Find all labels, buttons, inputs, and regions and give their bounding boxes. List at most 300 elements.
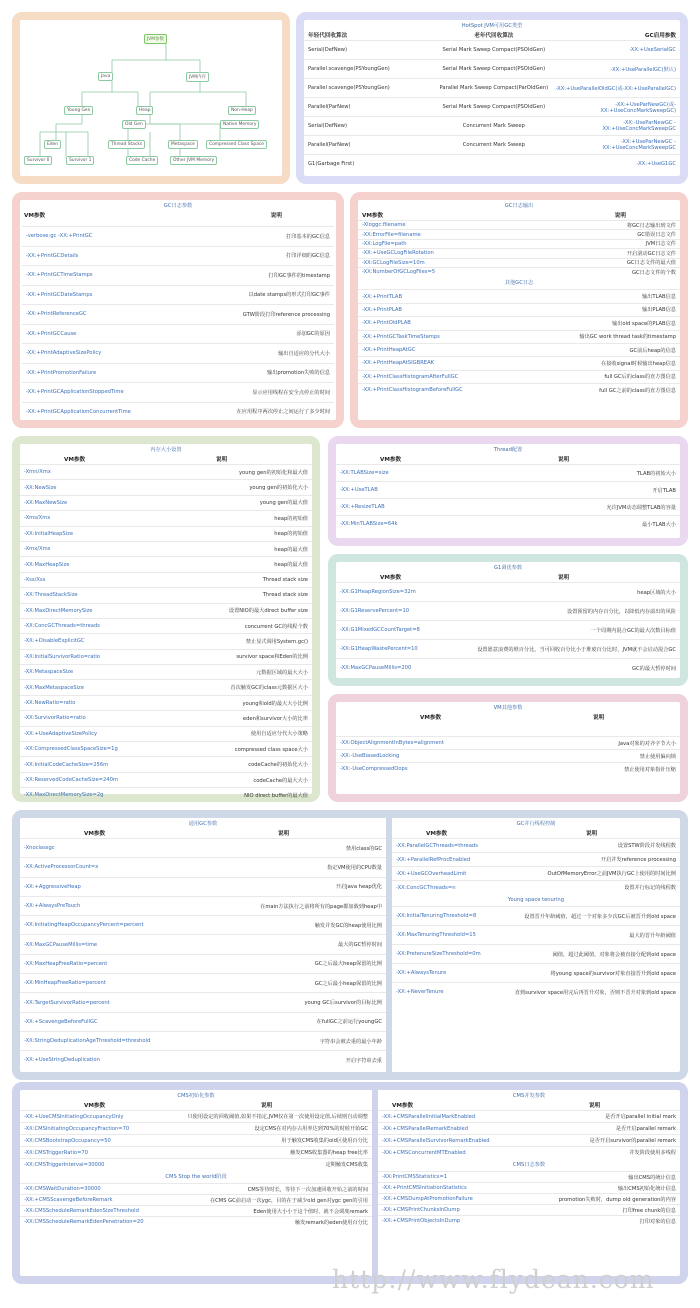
vm-param-cell: -XX:+AggressiveHeap [24,883,81,890]
vm-param-cell: -XX:+PrintOldPLAB [362,320,411,327]
vm-param-cell: -XX:+CMSDumpAtPromotionFailure [382,1196,473,1202]
table-row [392,906,680,925]
description-cell: 开启TLAB [652,487,676,494]
vm-param-cell: -XX:+ResizeTLAB [340,504,385,510]
table-row [358,356,680,369]
description-cell: 触发remark的eden使用百分比 [294,1219,368,1226]
table-row [20,649,312,664]
description-cell: heap区域的大小 [637,589,676,596]
description-cell: young和old的最大大小比例 [242,700,308,707]
table-row [304,59,680,78]
description-cell: 直到survivor space用完后再晋升对象，否则不晋升对象到old space [514,989,676,996]
vm-param-cell: -XX:MaxGCPauseMillis=200 [340,665,412,671]
vm-param-cell: -XX:LogFile=path [362,240,407,247]
description-cell: codeCache的初始化大小 [248,762,308,769]
gc-general-panel [12,810,688,1080]
description-cell: young gen的初始化大小 [249,485,308,492]
description-cell: GC日志文件的最大值 [626,260,676,267]
table-row [336,762,680,775]
header-desc: 说明 [593,715,605,721]
description-cell: 触发CMS收集器的heap free比率 [290,1150,368,1156]
header-vm-param: VM参数 [24,213,46,219]
vm-param-cell: -XX:CMSScheduleRemarkEdenPenetration=20 [24,1219,144,1225]
description-cell: 打印对象的信息 [639,1218,676,1225]
gc-parallel-section [392,818,680,1072]
description-cell: 将young space的survivor对象直接晋升到old space [550,970,676,977]
description-cell: GC的最大暂停时间 [632,665,676,672]
description-cell: 首次触发GC的class元数据区大小 [230,685,308,692]
g1-panel [328,554,688,686]
vm-param-cell: -XX:+UseTLAB [340,487,378,493]
description-cell: 指定VM使用的CPU数量 [327,864,382,871]
vm-param-cell: -XX:+UseGCLogFileRotation [362,250,434,257]
vm-param-cell: -XX:+UseStringDeduplication [24,1057,100,1064]
table-row [22,285,334,305]
table-row [20,1110,372,1122]
vm-param-cell: -XX:+PrintClassHistogramAfterFullGC [362,373,459,380]
header-desc: 说明 [614,213,626,219]
vm-param-cell: -XX:ConcGCThreads=n [396,884,456,891]
cms-header [20,1099,372,1110]
description-cell: GC之后最小heap保留的比例 [314,980,382,987]
vm-param-cell: -XX:MaxMetaspaceSize [24,684,84,691]
description-cell: full GC之前的class的直方图信息 [599,387,676,394]
table-row [20,603,312,618]
description-cell: young gen的初始化和最大值 [238,469,308,476]
thread-header [336,453,680,464]
cms-rows2 [20,1183,372,1227]
description-cell: 最小TLAB大小 [641,521,676,528]
vm-param-cell: -XX:+PrintClassHistogramBeforeFullGC [362,387,463,394]
gc-output-panel [350,192,688,428]
young-alg-cell: Serial(DefNew) [308,47,348,53]
table-row [20,1050,386,1069]
table-row [336,620,680,639]
gc-out-title: GC日志输出 [504,203,534,209]
vm-param-cell: -XX:+CMSConcurrentMTEnabled [382,1149,466,1156]
young-alg-cell: Serial(DefNew) [308,123,348,129]
vm-param-cell: -XX:ReservedCodeCacheSize=240m [24,777,118,783]
table-row [20,1216,372,1227]
gc-flag-cell: -XX:+UseParNewGC(或-XX:+UseConcMarkSweepGC) [600,101,676,114]
description-cell: 允许JVM动态调整TLAB的容量 [606,504,676,511]
thread-panel [328,436,688,546]
vm-param-cell: -XX:CMSTriggerInterval=30000 [24,1161,105,1168]
g1-header [336,571,680,582]
description-cell: NIO direct buffer的最大值 [244,792,308,799]
table-row [20,934,386,953]
description-cell: 设置愿意浪费的堆百分比，当可回收百分比小于堆废百分比时，JVM就不会启动混合GC [477,646,676,653]
cms2-subtitle: CMS日志参数 [512,1162,546,1168]
table-row [378,1193,680,1204]
description-cell: Thread stack size [262,592,308,599]
vm-param-cell: -XX:+PrintAdaptiveSizePolicy [26,350,102,357]
young-alg-cell: Parallel(ParNew) [308,104,351,110]
vm-param-cell: -XX:+PrintGCCause [26,330,77,337]
table-row [22,363,334,383]
table-row [304,135,680,154]
table-row [336,515,680,532]
header-desc: 说明 [589,1103,601,1109]
tree-node-native-memory: Native Memory [220,120,259,129]
vm-param-cell: -XX:SurvivorRatio=ratio [24,715,86,722]
table-row [358,330,680,343]
description-cell: GC日志文件的个数 [632,269,676,276]
gcpar-rows2 [392,906,680,1001]
description-cell: 在fullGC之前运行youngGC [316,1019,382,1026]
vm-param-cell: -XX:+PrintGCDateStamps [26,291,93,298]
description-cell: 设置STW阶段并发线程数 [617,843,676,849]
table-row [358,220,680,229]
table-row [378,1110,680,1122]
vm-param-cell: -XX:ErrorFile=filename [362,231,421,238]
gc-log-header [20,209,336,220]
description-cell: 输出GC work thread task的timestamp [579,334,676,341]
table-row [20,556,312,571]
vm-param-cell: -XX:+PrintGCApplicationStoppedTime [26,389,124,396]
table-row [358,248,680,257]
description-cell: concurrent GC的线程个数 [244,623,308,630]
table-row [392,982,680,1001]
cms2-rows2 [378,1171,680,1226]
table-row [20,633,312,648]
g1-rows [336,582,680,677]
description-cell: 以date stamps的形式打印GC事件 [248,292,330,299]
table-row [20,1205,372,1216]
description-cell: 将GC日志输出到文件 [626,222,676,229]
table-row [20,896,386,915]
vm-param-cell: -XX:-UseCompressedOops [340,766,408,772]
vm-param-cell: -XX:-UseBiasedLocking [340,753,400,759]
gcpar-subtitle: Young space tenuring [508,897,564,903]
description-cell: CMS等待时长，等待下一次加速回收开始之前的时间 [247,1186,368,1193]
table-row [20,479,312,494]
vm-param-cell: -XX:ActiveProcessorCount=x [24,864,99,871]
vmmisc-title: VM其他参数 [493,705,523,711]
description-cell: 是否开启survivor的parallel remark [589,1138,676,1144]
tree-node-young-gen: Young Gen [64,106,93,115]
heap-size-panel [12,436,320,802]
description-cell: GC前后heap的信息 [629,347,676,354]
vm-param-cell: -XX:+NeverTenure [396,989,444,995]
vm-param-cell: -XX:G1HeapWastePercent=10 [340,646,418,652]
vm-param-cell: -Xnoclassgc [24,845,55,852]
vm-param-cell: -XX:+CMSPrintObjectsInDump [382,1218,461,1224]
vm-param-cell: -XX:+PrintGCTimeStamps [26,272,93,279]
table-row [20,510,312,525]
thread-rows [336,464,680,532]
old-alg-cell: Parallel Mark Sweep Compact(ParOldGen) [439,85,549,91]
table-row [20,526,312,541]
vm-param-cell: -XX:MaxHeapSize [24,561,70,568]
gc-types-table [304,20,680,176]
vm-param-cell: -XX:+CMSParallelInitialMarkEnabled [382,1113,476,1120]
header-desc: 说明 [558,575,570,581]
tree-node-heap: Heap [136,106,153,115]
watermark: http://www.flydean.com [332,1265,655,1294]
description-cell: 字符串会被去重的最小年龄 [319,1038,382,1045]
vm-param-cell: -XX:+PrintGCDetails [26,252,79,259]
jvm-memory-tree-panel [12,12,290,184]
table-row [336,736,680,749]
gc-flag-cell: -XX:+UseParallelGC(默认) [610,66,676,73]
gc-out-subtitle: 其他GC日志 [504,280,534,287]
gc-types-rows [304,40,680,173]
description-cell: 开启字符串去重 [345,1057,382,1064]
table-row [20,915,386,934]
young-alg-cell: G1(Garbage First) [308,161,355,167]
vm-param-cell: -XX:+UseGCOverheadLimit [396,870,467,877]
table-row [22,324,334,344]
header-desc: 说明 [586,831,598,837]
table-row [20,741,312,756]
header-vm-param: VM参数 [380,457,402,463]
table-row [20,572,312,587]
table-row [392,880,680,894]
vm-param-cell: -XX:+UseAdaptiveSizePolicy [24,730,98,737]
vm-param-cell: -XX:+PrintPLAB [362,306,402,313]
table-row [20,1183,372,1194]
vm-param-cell: -XX:InitialSurvivorRatio=ratio [24,653,101,660]
header-desc: 说明 [261,1103,273,1109]
description-cell: 打印详细的GC信息 [286,253,330,260]
header-vm-param: VM参数 [84,1103,106,1109]
table-row [304,116,680,135]
gc-types-header [304,29,680,40]
vm-param-cell: -Xms/Xmx [24,515,51,522]
tree-node-non-heap: Non-Heap [228,106,256,115]
description-cell: 是否开启parallel remark [615,1126,676,1132]
vmmisc-header [336,711,680,722]
description-cell: eden和survivor大小的比率 [242,715,308,722]
description-cell: 输出自适应的分代大小 [278,350,330,357]
vm-param-cell: -XX:+PrintPromotionFailure [26,369,97,376]
vm-param-cell: -XX:NewRatio=ratio [24,700,76,707]
tree-node-thread-stacks: Thread Stacks [108,140,145,149]
vm-param-cell: -XX:CMSWaitDuration=30000 [24,1186,101,1192]
description-cell: 在应用程序两次停止之间运行了多少时间 [236,409,330,416]
tree-node-other-jvm-memory: Other JVM Memory [170,156,217,165]
description-cell: Thread stack size [262,576,308,583]
jvm-memory-tree [20,20,282,176]
description-cell: 禁止使用偏向锁 [639,753,676,760]
gcsel-rows [20,838,386,1070]
table-row [20,857,386,876]
vm-param-cell: -XX:+ParallelRefProcEnabled [396,856,471,863]
cms2-header [378,1099,680,1110]
table-row [20,618,312,633]
vm-param-cell: -XX:+PrintHeapAtGC [362,347,416,354]
description-cell: promotion失败时，dump old generation的内容 [558,1196,676,1203]
vm-param-cell: -XX:CMSScheduleRemarkEdenSizeThreshold [24,1208,139,1214]
vm-param-cell: -XX:ParallelGCThreads=threads [396,842,478,849]
table-row [304,78,680,97]
gc-flag-cell: -XX:+UseG1GC [636,161,676,167]
table-row [20,973,386,992]
vm-param-cell: -XX:StringDeduplicationAgeThreshold=threshold [24,1038,151,1045]
vm-param-cell: -XX:CMSInitiatingOccupancyFraction=70 [24,1125,130,1132]
description-cell: 打印GC事件的timestamp [268,272,330,279]
description-cell: 只使用设定的回收阈值,如果不指定,JVM仅在第一次使用设定值,后续则自动调整 [187,1114,368,1120]
table-row [336,481,680,498]
description-cell: GC错误日志文件 [637,232,676,239]
table-row [378,1122,680,1134]
description-cell: 设置预留的内存百分比，以降低内存溢出的风险 [567,608,676,615]
header-vm-param: VM参数 [362,213,384,219]
description-cell: heap的初始值 [274,531,308,538]
table-row [22,402,334,422]
cms-concurrent-section [378,1090,680,1276]
description-cell: young gen的最大值 [259,500,308,507]
table-row [20,664,312,679]
description-cell: 定期触发CMS收集 [325,1162,368,1168]
table-row [358,316,680,329]
description-cell: codeCache的最大大小 [253,777,308,784]
description-cell: 设置并行标记的线程数 [624,885,676,891]
gc-select-section [20,818,392,1072]
tree-node-code-cache: Code Cache [126,156,158,165]
vmmisc-rows [336,736,680,775]
vm-param-cell: -XX:InitialCodeCacheSize=256m [24,761,109,768]
table-row [20,992,386,1011]
young-alg-cell: Parallel scavenge(PSYoungGen) [308,85,390,91]
vm-param-cell: -XX:CMSTriggerRatio=70 [24,1149,89,1156]
table-row [336,498,680,515]
gc-flag-cell: -XX:-UseParNewGC -XX:+UseConcMarkSweepGC [602,120,676,132]
table-row [20,877,386,896]
table-row [20,838,386,857]
table-row [358,258,680,267]
table-row [20,1012,386,1031]
table-row [336,639,680,658]
vm-param-cell: -XX:+CMSParallelSurvivorRemarkEnabled [382,1137,490,1144]
table-row [22,265,334,285]
table-row [20,1158,372,1170]
table-row [358,343,680,356]
description-cell: Eden使用大小小于这个值时，就不会调度remark [253,1208,368,1215]
vm-param-cell: -XX:MaxTenuringThreshold=15 [396,932,476,938]
table-row [22,226,334,246]
vm-param-cell: -XX:TLABSize=size [340,470,389,476]
table-row [304,154,680,173]
table-row [20,464,312,479]
description-cell: 是否开启parallel initial mark [605,1114,676,1120]
vm-param-cell: -XX:G1MixedGCCountTarget=8 [340,627,420,633]
vm-param-cell: -XX:MetaspaceSize [24,669,74,676]
old-alg-cell: Concurrent Mark Sweep [462,123,525,129]
description-cell: 并发阶段使用多线程 [629,1150,676,1156]
description-cell: 在main方法执行之前将所有的page都加载到heap中 [260,903,382,910]
description-cell: 添加GC的原因 [296,331,330,338]
vm-param-cell: -XX:+PrintGCTaskTimeStamps [362,333,440,340]
header-desc: 说明 [216,457,228,463]
vm-param-cell: -XX:ThreadStackSize [24,592,78,599]
gcsel-title: 通用GC参数 [188,821,218,827]
vm-param-cell: -XX:MinTLABSize=64k [340,521,398,527]
vm-param-cell: -XX:InitialTenuringThreshold=8 [396,913,477,919]
table-row [378,1215,680,1226]
tree-node-old-gen: Old Gen [122,120,146,129]
header-vm-param: VM参数 [426,831,448,837]
table-row [304,40,680,59]
vm-param-cell: -XX:+CMSParallelRemarkEnabled [382,1125,468,1132]
gc-log-panel [12,192,344,428]
vm-param-cell: -XX:+PrintHeapAtSIGBREAK [362,360,435,367]
table-row [336,658,680,677]
vm-param-cell: -XX:+AlwaysPreTouch [24,903,81,910]
description-cell: 使用自适应分代大小策略 [250,731,308,738]
header-vm-param: VM参数 [380,575,402,581]
vm-param-cell: -XX:+PrintCMSInitiationStatistics [382,1185,467,1191]
header-young-alg: 年轻代回收算法 [308,33,348,39]
cms-panel [12,1082,688,1284]
old-alg-cell: Serial Mark Sweep Compact(PSOldGen) [442,66,546,72]
header-vm-param: VM参数 [420,715,442,721]
cms-title: CMS初始化参数 [177,1093,215,1099]
vm-param-cell: -XX:G1ReservePercent=10 [340,608,410,614]
g1-title: G1调优参数 [493,565,523,571]
header-vm-param: VM参数 [84,831,106,837]
description-cell: full GC后的class的直方图信息 [604,374,676,381]
cms-init-section [20,1090,378,1276]
table-row [358,267,680,276]
tree-root: JVM参数 [144,34,167,44]
table-row [20,954,386,973]
vm-param-cell: -XX:+CMSPrintChunksInDump [382,1207,460,1213]
table-row [20,1031,386,1050]
vm-param-cell: -XX:NumberOfGCLogFiles=5 [362,269,436,276]
vm-param-cell: -XX:MaxNewSize [24,499,68,506]
vm-param-cell: -XX:InitialHeapSize [24,530,74,537]
vm-param-cell: -XX:MaxDirectMemorySize=2g [24,792,104,799]
description-cell: 打印基本的GC信息 [286,233,330,240]
description-cell: 输出old space的PLAB信息 [612,320,676,327]
vm-param-cell: -XX:+PrintGCApplicationConcurrentTime [26,408,131,415]
description-cell: 一个周期内混合GC的最大次数目标值 [590,627,676,634]
description-cell: 输出promotion失败的信息 [267,370,330,377]
gc-out-header [358,209,680,220]
heap-rows [20,464,312,803]
table-row [358,229,680,238]
young-alg-cell: Parallel scavenge(PSYoungGen) [308,66,390,72]
description-cell: 最大的GC暂停时间 [338,942,382,949]
vm-misc-panel [328,694,688,802]
table-row [22,382,334,402]
table-row [378,1182,680,1193]
description-cell: 设置晋升年龄阈值，超过一个对象多少次GC后被晋升到old space [524,913,676,920]
vm-param-cell: -XX:CompressedClassSpaceSize=1g [24,746,118,753]
young-alg-cell: Parallel(ParNew) [308,142,351,148]
description-cell: 开启并发reference processing [600,857,676,863]
header-vm-param: VM参数 [64,457,86,463]
description-cell: 禁用class的GC [345,845,382,852]
tree-node-survivor-1: Survivor 1 [66,156,94,165]
header-desc: 说明 [558,457,570,463]
table-row [20,1122,372,1134]
vm-param-cell: -Xmn/Xmx [24,469,51,476]
table-row [20,1134,372,1146]
table-row [358,383,680,396]
vm-param-cell: -Xloggc:filename [362,222,406,229]
table-row [20,541,312,556]
description-cell: 输出CMS初始化统计信息 [617,1185,676,1192]
table-row [22,246,334,266]
gc-out-rows2 [358,289,680,396]
vm-param-cell: -Xss/Xss [24,576,46,583]
gcpar-header [392,827,680,838]
gc-flag-cell: -XX:+UseSerialGC [629,47,676,53]
table-row [392,838,680,852]
